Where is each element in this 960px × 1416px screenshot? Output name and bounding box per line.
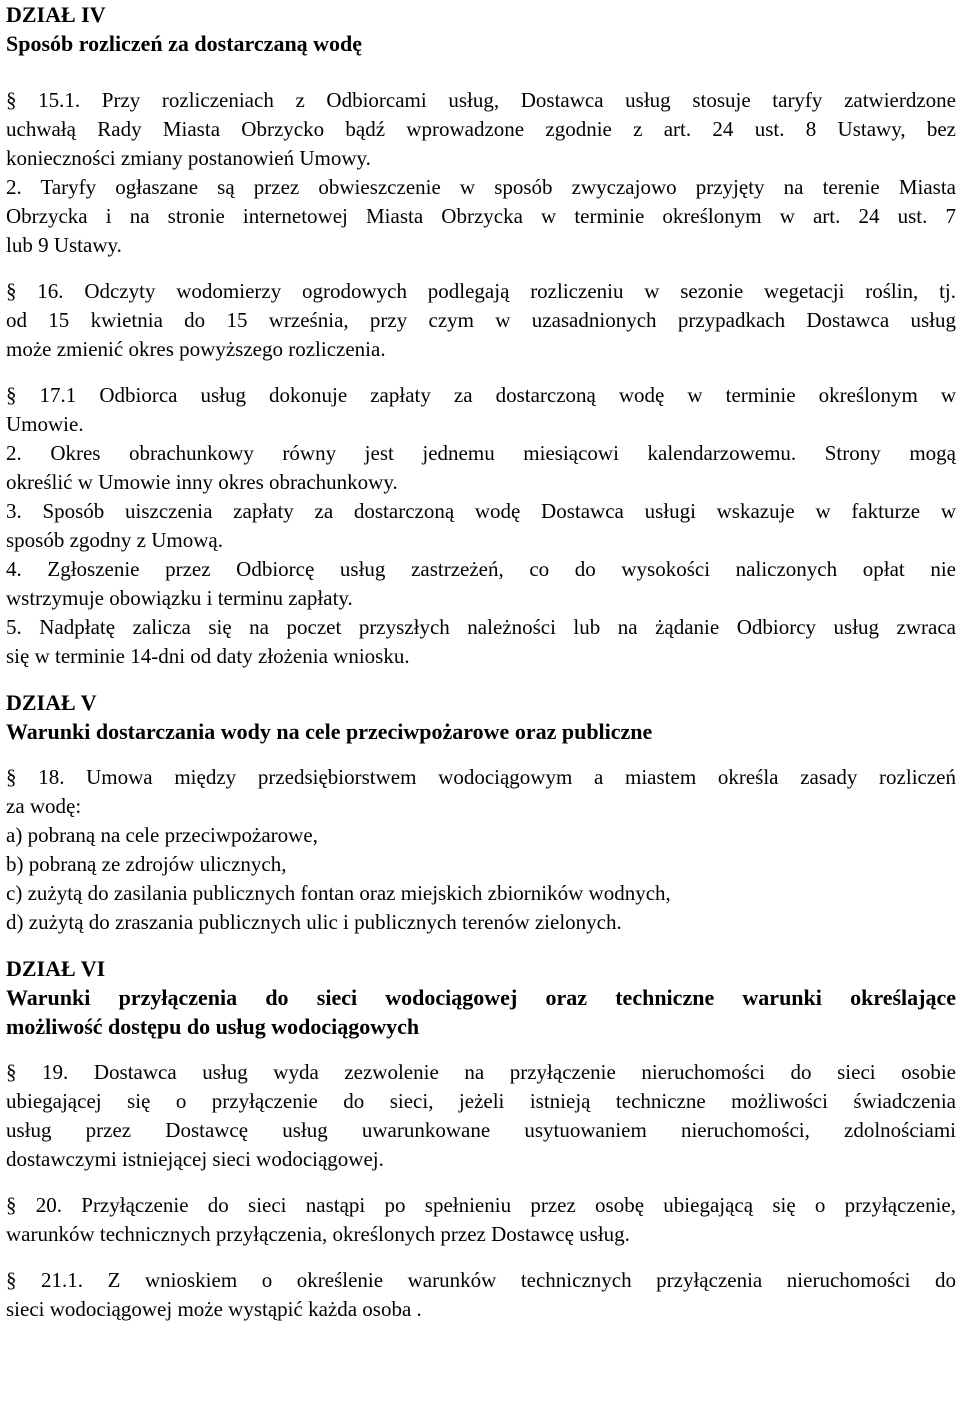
text-line: sieci wodociągowej może wystąpić każda osoba . — [6, 1297, 422, 1321]
text-line: 2. Okres obrachunkowy równy jest jednemu miesiącowi kalendarzowemu. Strony mogą — [6, 441, 956, 465]
text-line: warunków technicznych przyłączenia, określonych przez Dostawcę usług. — [6, 1222, 630, 1246]
text-line: 3. Sposób uiszczenia zapłaty za dostarczoną wodę Dostawca usługi wskazuje w fakturze w — [6, 499, 956, 523]
paragraph-17-2 — [6, 439, 956, 497]
paragraph-18 — [6, 763, 956, 821]
paragraph-19 — [6, 1058, 956, 1174]
section-label: DZIAŁ IV — [6, 2, 106, 27]
text-line: za wodę: — [6, 794, 82, 818]
section-title: możliwość dostępu do usług wodociągowych — [6, 1014, 420, 1039]
text-line: 4. Zgłoszenie przez Odbiorcę usług zastrzeżeń, co do wysokości naliczonych opłat nie — [6, 557, 956, 581]
item-list — [6, 821, 956, 937]
list-item: c) zużytą do zasilania publicznych fontan oraz miejskich zbiorników wodnych, — [6, 881, 671, 905]
text-line: uchwałą Rady Miasta Obrzycko bądź wprowadzone zgodnie z art. 24 ust. 8 Ustawy, bez — [6, 117, 956, 141]
text-line: § 18. Umowa między przedsiębiorstwem wodociągowym a miastem określa zasady rozliczeń — [6, 765, 956, 789]
text-line: usług przez Dostawcę usług uwarunkowane usytuowaniem nieruchomości, zdolnościami — [6, 1118, 956, 1142]
paragraph-15-2 — [6, 173, 956, 260]
text-line: lub 9 Ustawy. — [6, 233, 122, 257]
section-label: DZIAŁ VI — [6, 956, 106, 981]
section-title: Sposób rozliczeń za dostarczaną wodę — [6, 31, 363, 56]
text-line: § 17.1 Odbiorca usług dokonuje zapłaty za dostarczoną wodę w terminie określonym w — [6, 383, 956, 407]
text-line: § 16. Odczyty wodomierzy ogrodowych podlegają rozliczeniu w sezonie wegetacji roślin, tj. — [6, 279, 956, 303]
text-line: określić w Umowie inny okres obrachunkowy. — [6, 470, 398, 494]
text-line: § 20. Przyłączenie do sieci nastąpi po spełnieniu przez osobę ubiegającą się o przyłączenie, — [6, 1193, 956, 1217]
paragraph-17-3 — [6, 497, 956, 555]
text-line: § 15.1. Przy rozliczeniach z Odbiorcami usług, Dostawca usług stosuje taryfy zatwierdzone — [6, 88, 956, 112]
text-line: wstrzymuje obowiązku i terminu zapłaty. — [6, 586, 353, 610]
section-title: Warunki przyłączenia do sieci wodociągowej oraz techniczne warunki określające — [6, 985, 956, 1010]
text-line: Obrzycka i na stronie internetowej Miasta Obrzycka w terminie określonym w art. 24 ust. 7 — [6, 204, 956, 228]
paragraph-15-1 — [6, 86, 956, 173]
paragraph-17-4 — [6, 555, 956, 613]
paragraph-20 — [6, 1191, 956, 1249]
section-6 — [6, 954, 956, 1324]
document-page — [6, 0, 956, 1324]
section-4 — [6, 0, 956, 671]
section-label: DZIAŁ V — [6, 690, 97, 715]
text-line: Umowie. — [6, 412, 84, 436]
list-item: a) pobraną na cele przeciwpożarowe, — [6, 823, 318, 847]
text-line: dostawczymi istniejącej sieci wodociągowej. — [6, 1147, 384, 1171]
text-line: 2. Taryfy ogłaszane są przez obwieszczenie w sposób zwyczajowo przyjęty na terenie Miasta — [6, 175, 956, 199]
text-line: ubiegającej się o przyłączenie do sieci, jeżeli istnieją techniczne możliwości świadczenia — [6, 1089, 956, 1113]
section-5 — [6, 688, 956, 937]
paragraph-16 — [6, 277, 956, 364]
paragraph-17-1 — [6, 381, 956, 439]
text-line: 5. Nadpłatę zalicza się na poczet przyszłych należności lub na żądanie Odbiorcy usług zwraca — [6, 615, 956, 639]
text-line: § 21.1. Z wnioskiem o określenie warunków technicznych przyłączenia nieruchomości do — [6, 1268, 956, 1292]
text-line: sposób zgodny z Umową. — [6, 528, 223, 552]
text-line: może zmienić okres powyższego rozliczenia. — [6, 337, 386, 361]
paragraph-21-1 — [6, 1266, 956, 1324]
paragraph-17-5 — [6, 613, 956, 671]
text-line: od 15 kwietnia do 15 września, przy czym w uzasadnionych przypadkach Dostawca usług — [6, 308, 956, 332]
section-title: Warunki dostarczania wody na cele przeciwpożarowe oraz publiczne — [6, 719, 653, 744]
list-item: d) zużytą do zraszania publicznych ulic i publicznych terenów zielonych. — [6, 910, 622, 934]
text-line: się w terminie 14-dni od daty złożenia wniosku. — [6, 644, 410, 668]
text-line: § 19. Dostawca usług wyda zezwolenie na przyłączenie nieruchomości do sieci osobie — [6, 1060, 956, 1084]
list-item: b) pobraną ze zdrojów ulicznych, — [6, 852, 287, 876]
text-line: konieczności zmiany postanowień Umowy. — [6, 146, 371, 170]
